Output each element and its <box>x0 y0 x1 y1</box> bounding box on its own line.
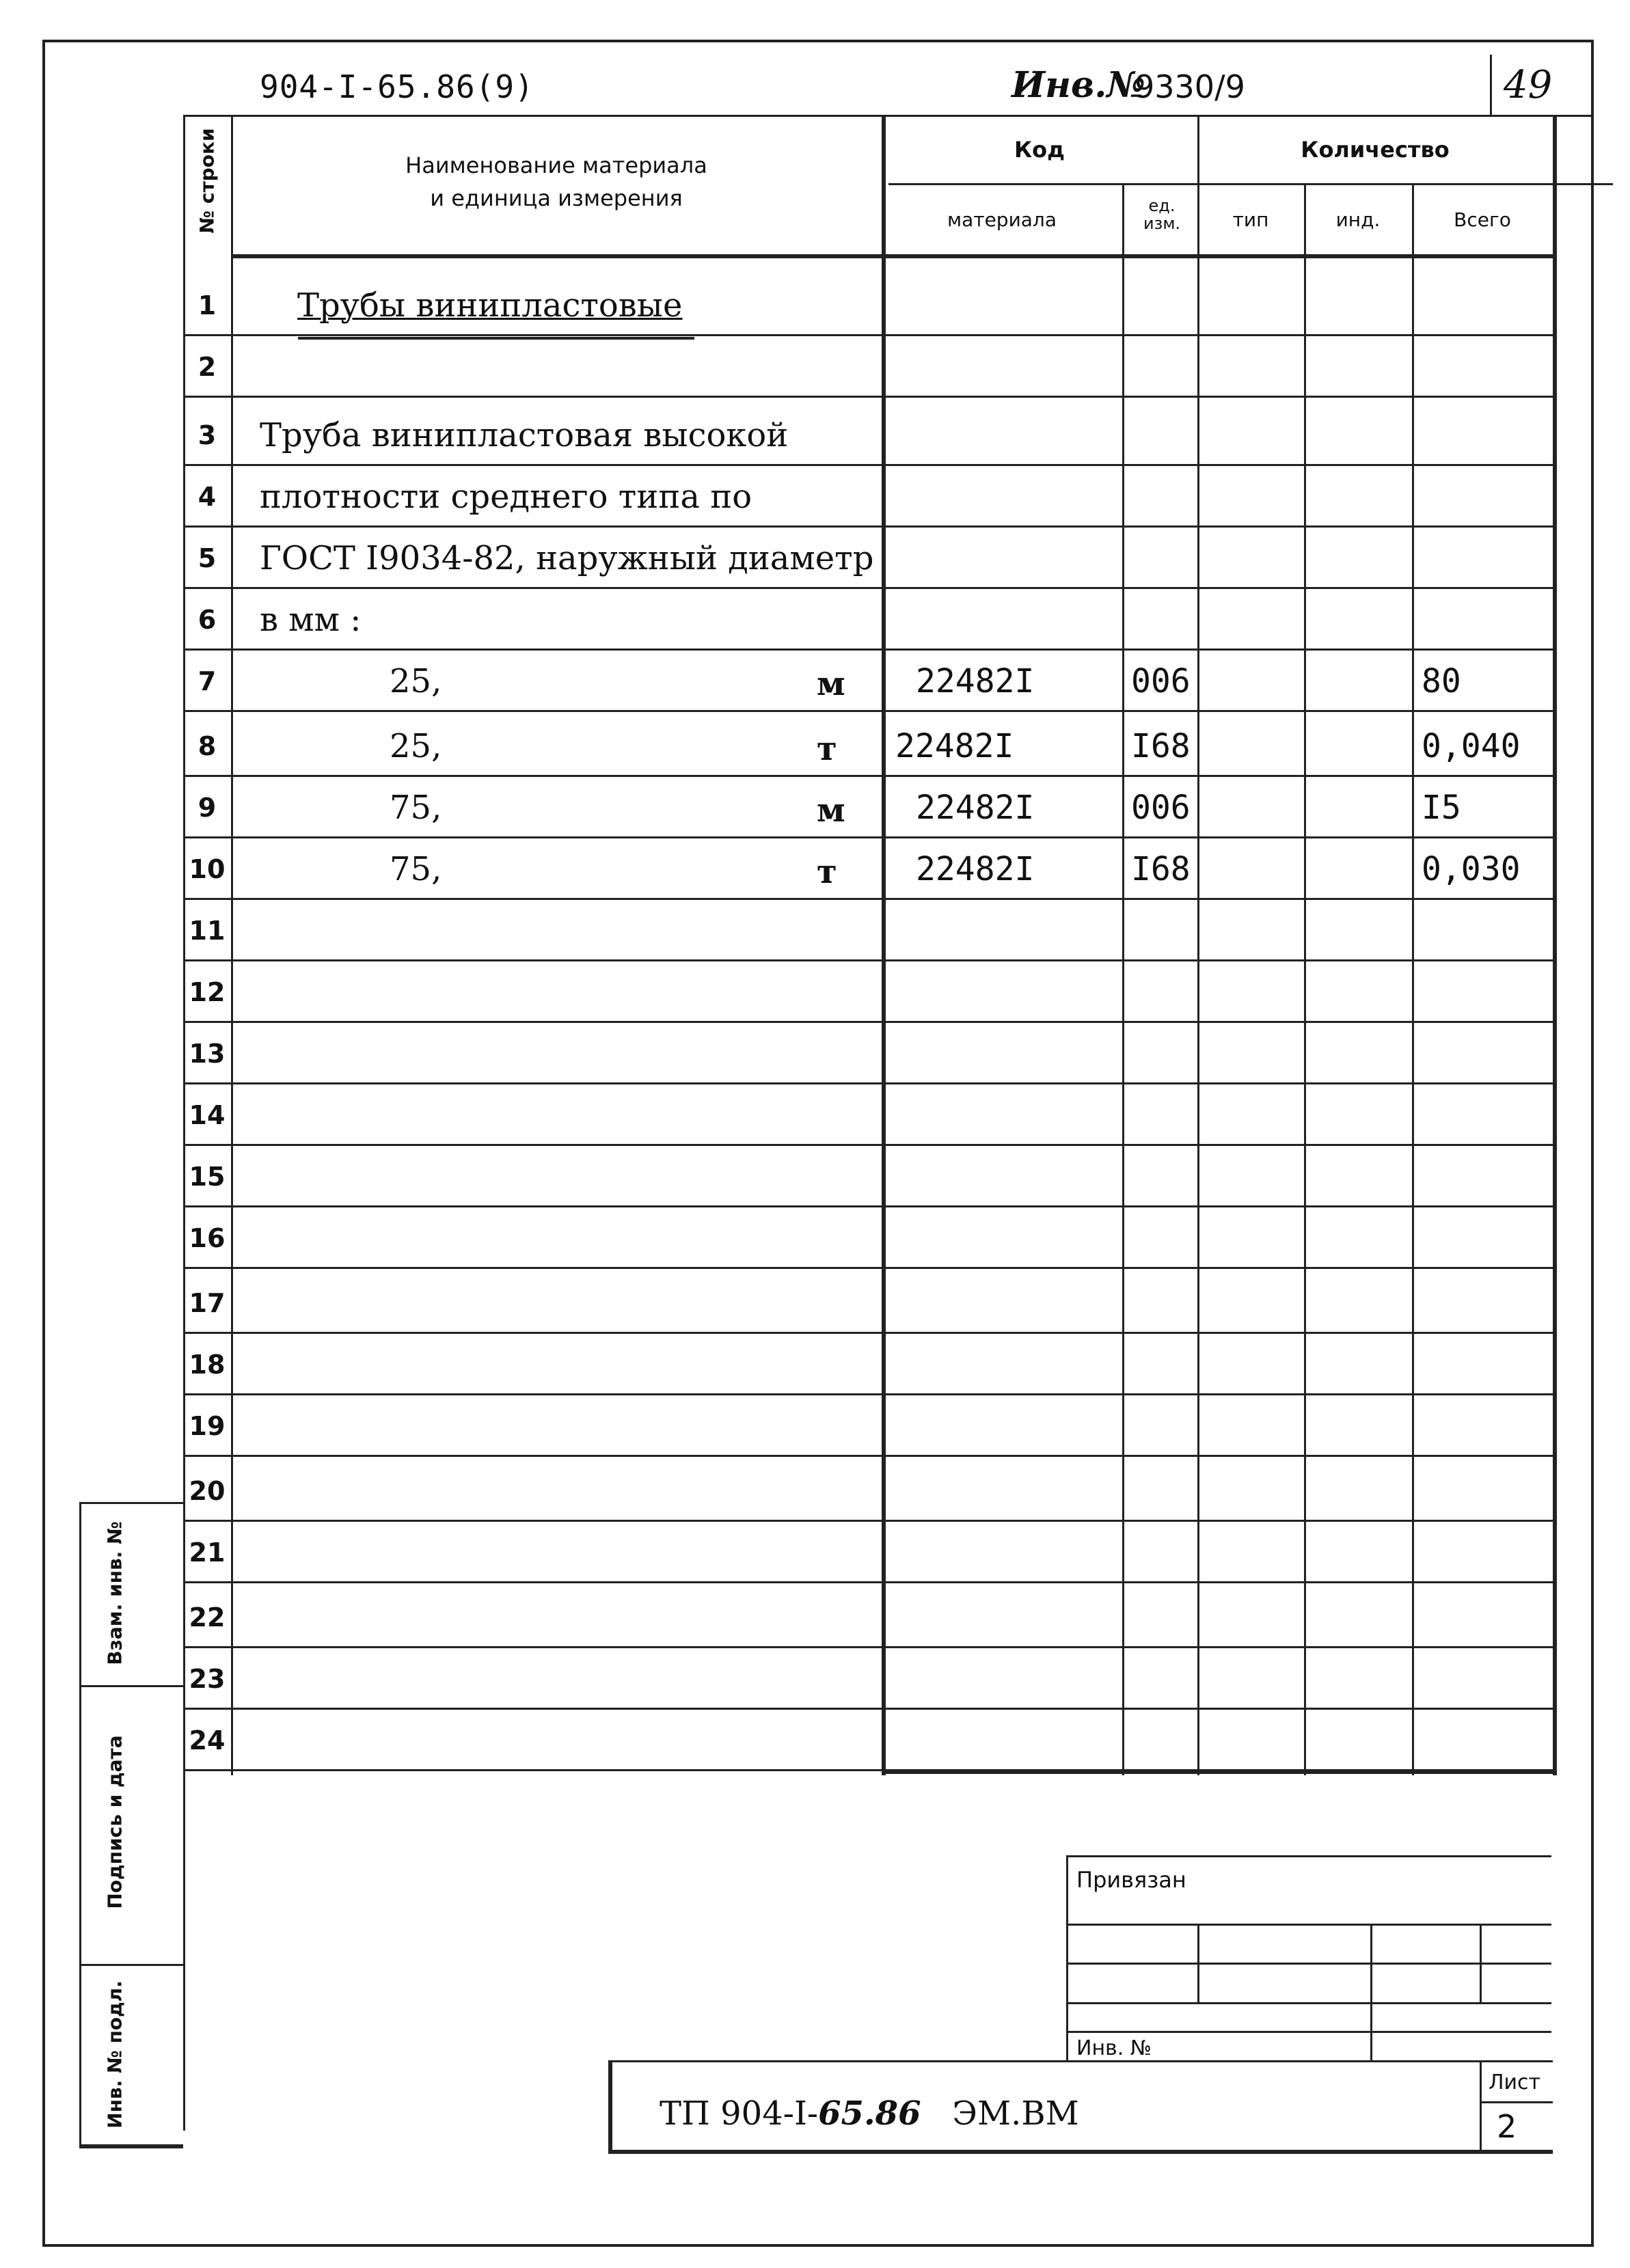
material-unit-divider <box>1122 183 1124 1775</box>
row-separator <box>231 396 1553 398</box>
quantity-total: 0,030 <box>1422 850 1521 888</box>
row-number-separator <box>183 1769 231 1771</box>
quantity-total: 80 <box>1422 662 1461 700</box>
name-code-divider <box>882 115 886 1775</box>
inventory-no-label: Инв. № <box>1076 2036 1152 2060</box>
row-number: 3 <box>198 420 217 450</box>
section-title: Трубы винипластовые <box>297 286 683 325</box>
inventory-label: Инв.№ <box>1011 64 1145 106</box>
page-frame <box>42 40 1594 2247</box>
replace-inventory-label: Взам. инв. № <box>103 1521 126 1665</box>
signature-date-label: Подпись и дата <box>103 1735 126 1909</box>
row-separator <box>231 1455 1553 1457</box>
side-stamp-border <box>79 1502 81 2144</box>
material-code: 22482I <box>916 662 1035 700</box>
original-inventory-label: Инв. № подл. <box>103 1980 126 2129</box>
unit-code: 006 <box>1131 789 1191 827</box>
material-code-header: материала <box>947 208 1057 231</box>
unit-of-measure: м <box>817 665 845 703</box>
row-separator <box>231 1144 1553 1146</box>
row-separator <box>231 648 1553 651</box>
material-name: 25, <box>390 662 442 700</box>
quantity-total: I5 <box>1422 789 1461 827</box>
row-number: 23 <box>189 1664 226 1694</box>
row-separator <box>231 1769 1553 1771</box>
side-stamp-rule-1 <box>79 1502 183 1504</box>
side-stamp-rule-2 <box>79 1685 183 1687</box>
privyazan-rule-4 <box>1066 2031 1551 2033</box>
row-separator <box>231 464 1553 466</box>
row-separator <box>231 1082 1553 1084</box>
row-number: 19 <box>189 1411 226 1441</box>
section-title-underline <box>298 337 694 340</box>
document-code: 904-I-65.86(9) <box>260 68 534 105</box>
unit-code: 006 <box>1131 662 1191 700</box>
row-number: 15 <box>189 1162 226 1192</box>
unit-of-measure: м <box>817 791 845 830</box>
row-number-separator <box>183 898 231 900</box>
header-rule <box>183 115 1591 117</box>
quantity-total: 0,040 <box>1422 727 1521 765</box>
row-number: 22 <box>189 1602 226 1632</box>
unit-of-measure: т <box>817 730 837 768</box>
row-number-separator <box>183 1332 231 1334</box>
row-number-separator <box>183 1581 231 1583</box>
row-number-separator <box>183 396 231 398</box>
row-number-separator <box>183 1455 231 1457</box>
row-separator <box>231 710 1553 712</box>
row-number: 4 <box>198 482 217 512</box>
privyazan-rule-3 <box>1066 2002 1551 2004</box>
row-number-separator <box>183 1021 231 1023</box>
title-block-top-rule <box>608 2060 1553 2062</box>
header-subrule <box>888 183 1613 185</box>
row-separator <box>231 587 1553 589</box>
row-separator <box>231 1708 1553 1710</box>
row-number: 16 <box>189 1223 226 1253</box>
row-number: 1 <box>198 290 217 320</box>
inventory-number: 9330/9 <box>1135 68 1245 105</box>
row-number-separator <box>183 1520 231 1522</box>
row-number-separator <box>183 587 231 589</box>
privyazan-col-1 <box>1197 1924 1199 2002</box>
row-number-separator <box>183 1646 231 1648</box>
row-number: 8 <box>198 731 217 761</box>
row-number: 6 <box>198 605 217 635</box>
row-number-separator <box>183 836 231 838</box>
row-number: 21 <box>189 1538 226 1568</box>
privyazan-label: Привязан <box>1076 1867 1186 1893</box>
row-separator <box>231 1393 1553 1395</box>
privyazan-col-3 <box>1480 1924 1482 2002</box>
material-name: 75, <box>390 789 442 827</box>
row-separator <box>231 1021 1553 1023</box>
header-bottom-rule <box>231 254 1555 258</box>
privyazan-top-rule <box>1066 1855 1551 1857</box>
material-name: ГОСТ I9034-82, наружный диаметр <box>260 539 874 577</box>
material-name: плотности среднего типа по <box>260 478 752 516</box>
row-number-separator <box>183 464 231 466</box>
list-rule <box>1480 2101 1553 2103</box>
row-number-separator <box>183 710 231 712</box>
row-separator <box>231 898 1553 900</box>
material-name: 25, <box>390 727 442 765</box>
row-separator <box>231 1205 1553 1207</box>
row-separator <box>231 836 1553 838</box>
row-number: 13 <box>189 1039 226 1069</box>
material-name: в мм : <box>260 601 362 639</box>
row-number: 10 <box>189 854 226 884</box>
type-ind-divider <box>1304 183 1306 1775</box>
code-quantity-divider <box>1197 115 1199 1775</box>
row-number-header: № строки <box>195 128 219 234</box>
type-header: тип <box>1232 208 1269 231</box>
quantity-header: Количество <box>1301 137 1450 163</box>
material-code: 22482I <box>916 789 1035 827</box>
row-number-separator <box>183 525 231 528</box>
side-stamp-rule-3 <box>79 1964 183 1966</box>
privyazan-rule-1 <box>1066 1924 1551 1926</box>
material-name: Труба винипластовая высокой <box>260 416 789 454</box>
row-number-separator <box>183 775 231 777</box>
material-name: 75, <box>390 850 442 888</box>
row-number: 11 <box>189 916 226 946</box>
row-number: 17 <box>189 1288 226 1318</box>
name-header: Наименование материала и единица измерения <box>405 152 707 211</box>
privyazan-rule-2 <box>1066 1963 1551 1965</box>
title-block-bottom-rule <box>608 2150 1553 2154</box>
title-block-left-rule <box>608 2060 612 2153</box>
row-separator <box>231 1581 1553 1583</box>
table-right-border <box>1553 115 1557 1775</box>
ind-total-divider <box>1412 183 1414 1775</box>
row-number-separator <box>183 648 231 651</box>
row-separator <box>231 775 1553 777</box>
row-number-separator <box>183 1144 231 1146</box>
side-stamp-rule-4 <box>79 2144 183 2148</box>
row-number: 20 <box>189 1476 226 1506</box>
row-number-separator <box>183 334 231 336</box>
row-number: 24 <box>189 1725 226 1755</box>
list-divider <box>1480 2060 1482 2153</box>
ind-header: инд. <box>1335 208 1381 231</box>
row-number: 12 <box>189 977 226 1007</box>
unit-code: I68 <box>1131 727 1191 765</box>
unit-of-measure: т <box>817 853 837 891</box>
row-number-separator <box>183 1205 231 1207</box>
list-number: 2 <box>1497 2108 1517 2145</box>
row-number: 9 <box>198 793 217 823</box>
privyazan-col-2 <box>1370 1924 1372 2060</box>
row-separator <box>231 525 1553 528</box>
row-number-separator <box>183 1393 231 1395</box>
row-number-separator <box>183 1267 231 1269</box>
unit-code: I68 <box>1131 850 1191 888</box>
row-number: 18 <box>189 1350 226 1380</box>
list-label: Лист <box>1489 2071 1541 2094</box>
row-number-separator <box>183 1082 231 1084</box>
material-code: 22482I <box>895 727 1014 765</box>
row-number-separator <box>183 1708 231 1710</box>
row-separator <box>231 959 1553 961</box>
total-header: Всего <box>1454 208 1511 231</box>
row-number: 2 <box>198 352 217 382</box>
row-separator <box>231 1332 1553 1334</box>
sheet-number: 49 <box>1504 63 1553 107</box>
unit-code-header: ед. изм. <box>1143 196 1181 234</box>
row-number: 7 <box>198 666 217 696</box>
row-separator <box>231 1267 1553 1269</box>
project-code: ТП 904-I-65.86 ЭМ.ВМ <box>660 2094 1079 2133</box>
code-header: Код <box>1014 137 1065 163</box>
row-separator <box>231 1520 1553 1522</box>
sheet-number-divider <box>1490 55 1492 116</box>
row-number-separator <box>183 959 231 961</box>
row-separator <box>231 1646 1553 1648</box>
privyazan-left-rule <box>1066 1855 1068 2060</box>
row-number: 14 <box>189 1100 226 1130</box>
material-code: 22482I <box>916 850 1035 888</box>
row-number-divider <box>231 115 233 1775</box>
row-separator <box>231 334 1553 336</box>
row-number: 5 <box>198 543 217 573</box>
